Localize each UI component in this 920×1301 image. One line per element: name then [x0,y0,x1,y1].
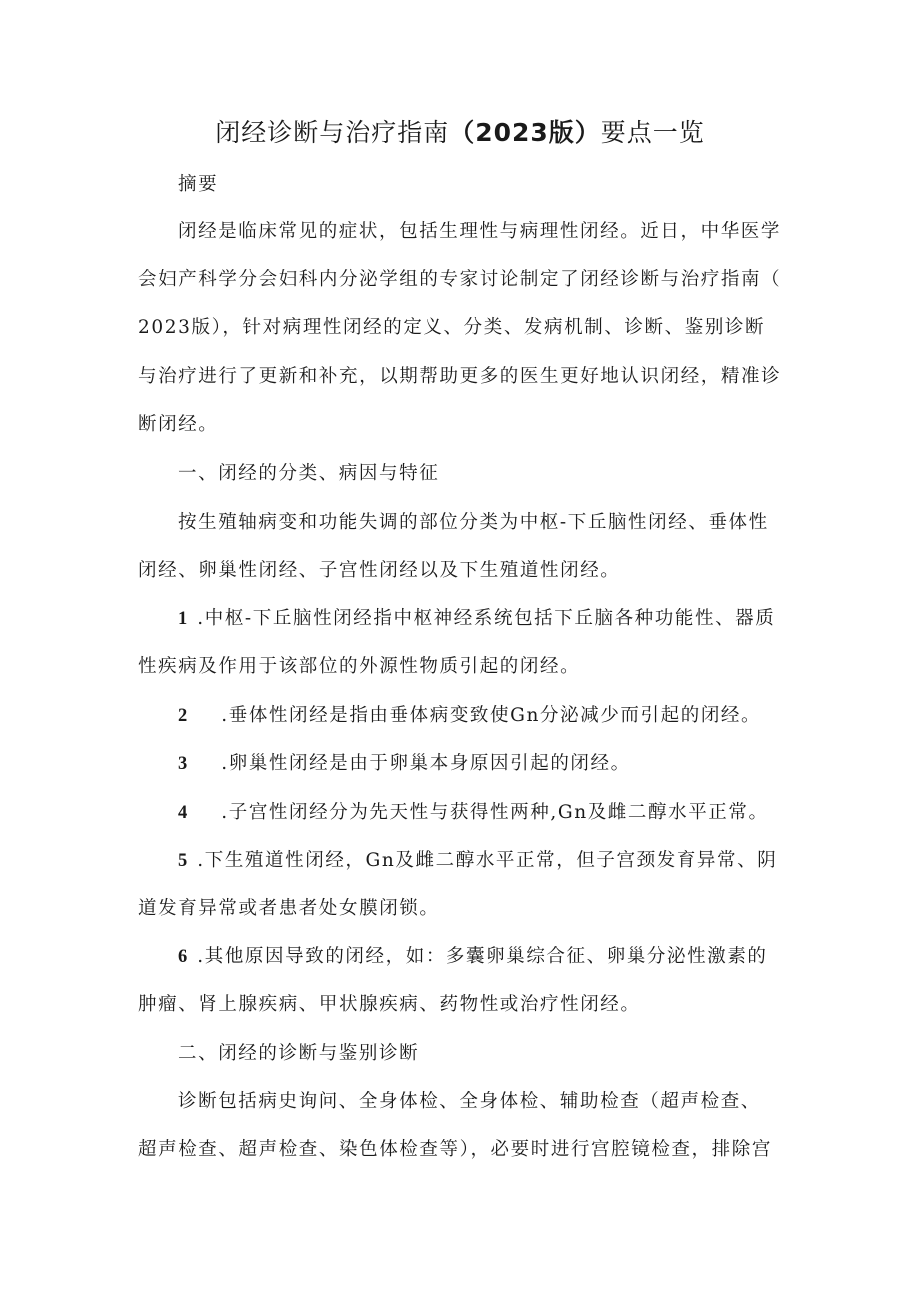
section-2-line-2: 超声检查、超声检查、染色体检查等），必要时进行宫腔镜检查，排除宫 [138,1139,772,1160]
abstract-line-3: 2023版），针对病理性闭经的定义、分类、发病机制、诊断、鉴别诊断 [138,317,766,338]
list-item-5-text: .下生殖道性闭经，Gn及雌二醇水平正常，但子宫颈发育异常、阴 [197,850,778,871]
title-main: 闭经诊断与治疗指南 [215,118,450,147]
list-item-6-line-2: 肿瘤、肾上腺疾病、甲状腺疾病、药物性或治疗性闭经。 [138,994,641,1015]
list-item-4-text: .子宫性闭经分为先天性与获得性两种,Gn及雌二醇水平正常。 [221,802,769,823]
list-item-1-line-1 [178,606,823,632]
abstract-line-5: 断闭经。 [138,414,219,435]
list-item-3-text: .卵巢性闭经是由于卵巢本身原因引起的闭经。 [221,753,631,774]
list-item-4-number: 4 [178,803,188,823]
section-1-intro-line-1: 按生殖轴病变和功能失调的部位分类为中枢-下丘脑性闭经、垂体性 [178,512,769,533]
abstract-heading: 摘要 [178,174,219,195]
list-item-1-number: 1 [178,609,188,629]
list-item-5-number: 5 [178,851,188,871]
list-item-2-text: .垂体性闭经是指由垂体病变致使Gn分泌减少而引起的闭经。 [221,705,762,726]
title-edition: （2023版） [449,118,601,147]
section-2-line-1: 诊断包括病史询问、全身体检、全身体检、辅助检查（超声检查、 [178,1091,761,1112]
list-item-6-text: .其他原因导致的闭经，如：多囊卵巢综合征、卵巢分泌性激素的 [197,946,768,967]
title-suffix: 要点一览 [600,118,705,147]
list-item-2 [178,703,823,729]
list-item-6-number: 6 [178,947,188,967]
section-1-heading: 一、闭经的分类、病因与特征 [178,463,440,484]
document-title [0,113,920,149]
list-item-1-text: .中枢-下丘脑性闭经指中枢神经系统包括下丘脑各种功能性、器质 [197,608,776,629]
list-item-4 [178,800,823,826]
section-1-intro-line-2: 闭经、卵巢性闭经、子宫性闭经以及下生殖道性闭经。 [138,560,621,581]
list-item-3-number: 3 [178,754,188,774]
abstract-line-1: 闭经是临床常见的症状，包括生理性与病理性闭经。近日，中华医学 [178,221,782,242]
abstract-line-2: 会妇产科学分会妇科内分泌学组的专家讨论制定了闭经诊断与治疗指南（ [138,269,782,290]
section-2-heading: 二、闭经的诊断与鉴别诊断 [178,1043,420,1064]
abstract-line-4: 与治疗进行了更新和补充，以期帮助更多的医生更好地认识闭经，精准诊 [138,366,782,387]
list-item-3 [178,751,823,777]
list-item-1-line-2: 性疾病及作用于该部位的外源性物质引起的闭经。 [138,656,581,677]
list-item-5-line-2: 道发育异常或者患者处女膜闭锁。 [138,898,440,919]
list-item-5-line-1 [178,848,823,874]
list-item-6-line-1 [178,944,823,970]
list-item-2-number: 2 [178,706,188,726]
